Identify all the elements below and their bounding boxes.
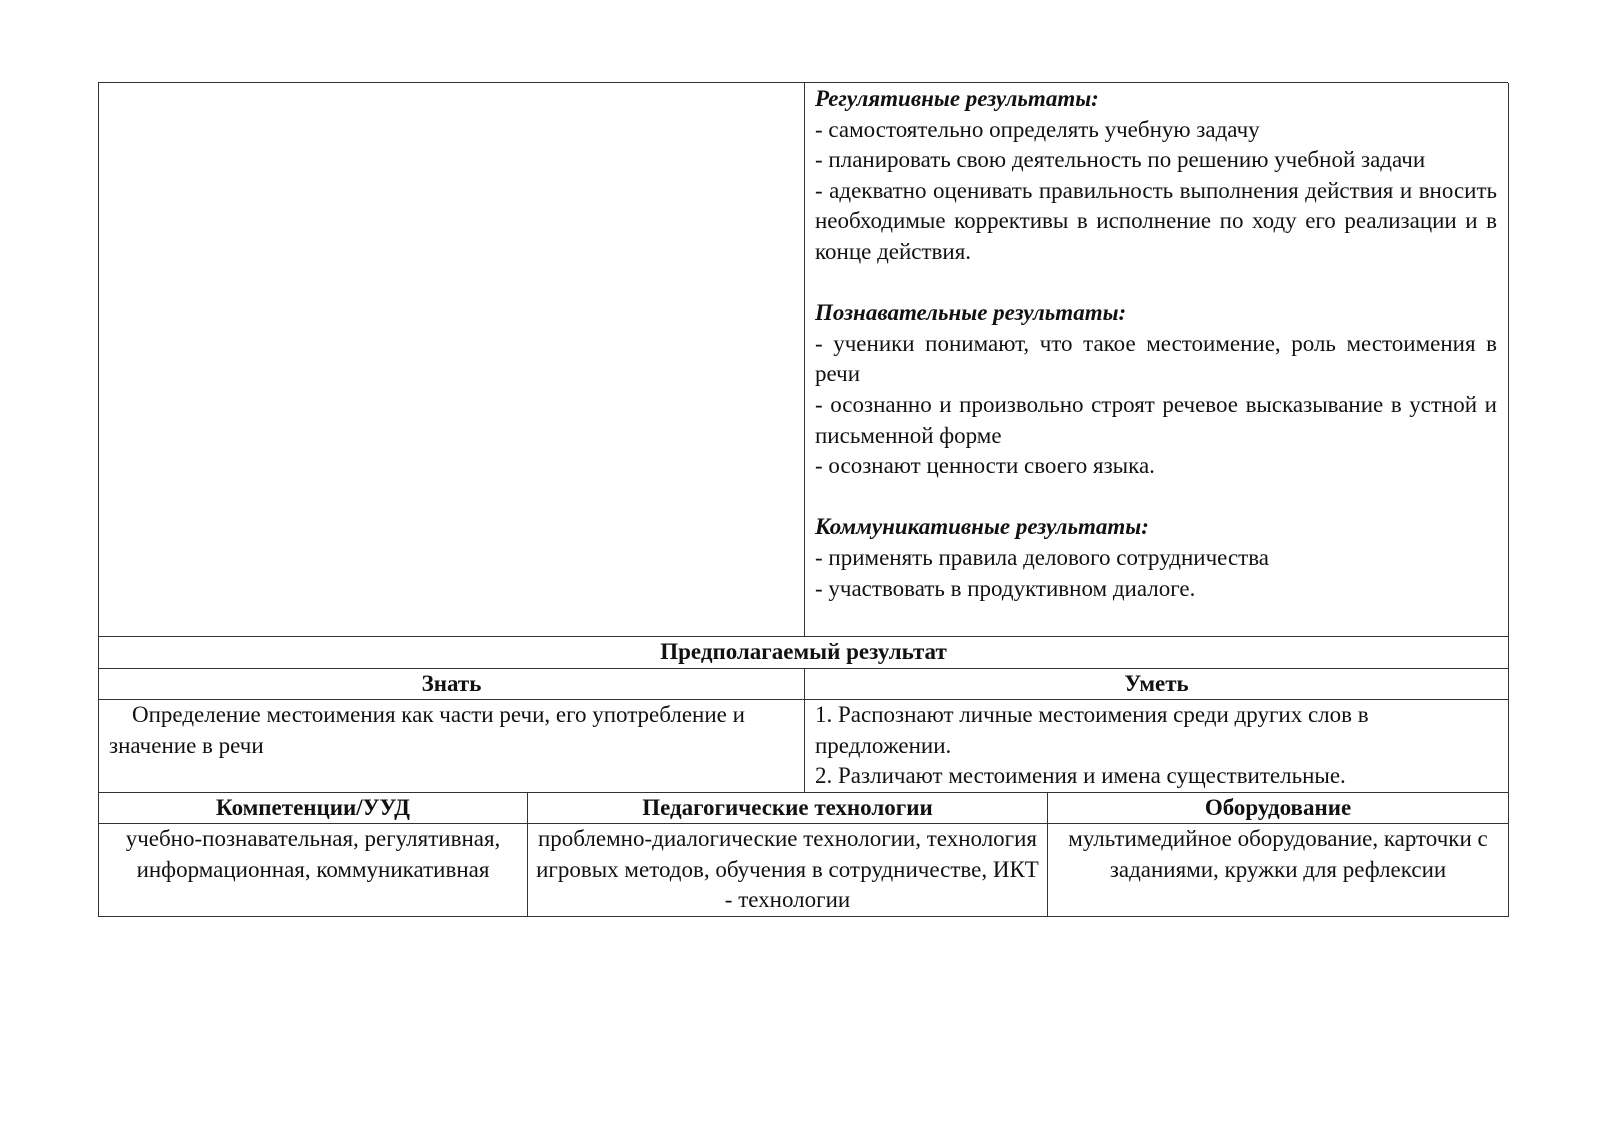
empty-left-cell — [99, 83, 805, 637]
cognitive-heading: Познавательные результаты: — [815, 300, 1127, 326]
planned-results-cell — [805, 83, 1509, 637]
technologies-header: Педагогические технологии — [528, 793, 1048, 824]
regulatory-item: - планировать свою деятельность по решению учебной задачи — [815, 147, 1426, 173]
spacer — [815, 268, 1497, 299]
can-cell — [805, 700, 1509, 793]
regulatory-heading: Регулятивные результаты: — [815, 86, 1099, 111]
communicative-heading: Коммуникативные результаты: — [815, 514, 1149, 540]
know-header: Знать — [99, 669, 805, 700]
expected-result-title: Предполагаемый результат — [99, 637, 1509, 669]
regulatory-item: - адекватно оценивать правильность выполнения действия и вносить необходимые коррективы в исполнение по ходу его реализации и в конце действия. — [815, 177, 1497, 264]
competencies-header: Компетенции/УУД — [99, 793, 528, 824]
know-text: Определение местоимения как части речи, его употребление и значение в речи — [109, 702, 745, 758]
technologies-value: проблемно-диалогические технологии, технология игровых методов, обучения в сотрудничестве, ИКТ - технологии — [528, 824, 1048, 917]
competencies-value: учебно-познавательная, регулятивная, информационная, коммуникативная — [99, 824, 528, 917]
equipment-value: мультимедийное оборудование, карточки с заданиями, кружки для рефлексии — [1048, 824, 1509, 917]
equipment-header: Оборудование — [1048, 793, 1509, 824]
can-header: Уметь — [805, 669, 1509, 700]
competencies-table — [99, 793, 1509, 917]
cognitive-item: - ученики понимают, что такое местоимение, роль местоимения в речи — [815, 330, 1497, 387]
lesson-plan-table — [98, 82, 1508, 917]
can-item: 1. Распознают личные местоимения среди других слов в предложении. — [815, 702, 1369, 758]
cognitive-item: - осознают ценности своего языка. — [815, 453, 1155, 479]
communicative-item: - применять правила делового сотрудничества — [815, 544, 1269, 570]
cognitive-item: - осознанно и произвольно строят речевое высказывание в устной и письменной форме — [815, 391, 1497, 448]
know-cell — [99, 700, 805, 793]
spacer — [815, 482, 1497, 513]
can-item: 2. Различают местоимения и имена существительные. — [815, 763, 1346, 789]
regulatory-item: - самостоятельно определять учебную задачу — [815, 116, 1260, 142]
communicative-item: - участвовать в продуктивном диалоге. — [815, 575, 1196, 601]
